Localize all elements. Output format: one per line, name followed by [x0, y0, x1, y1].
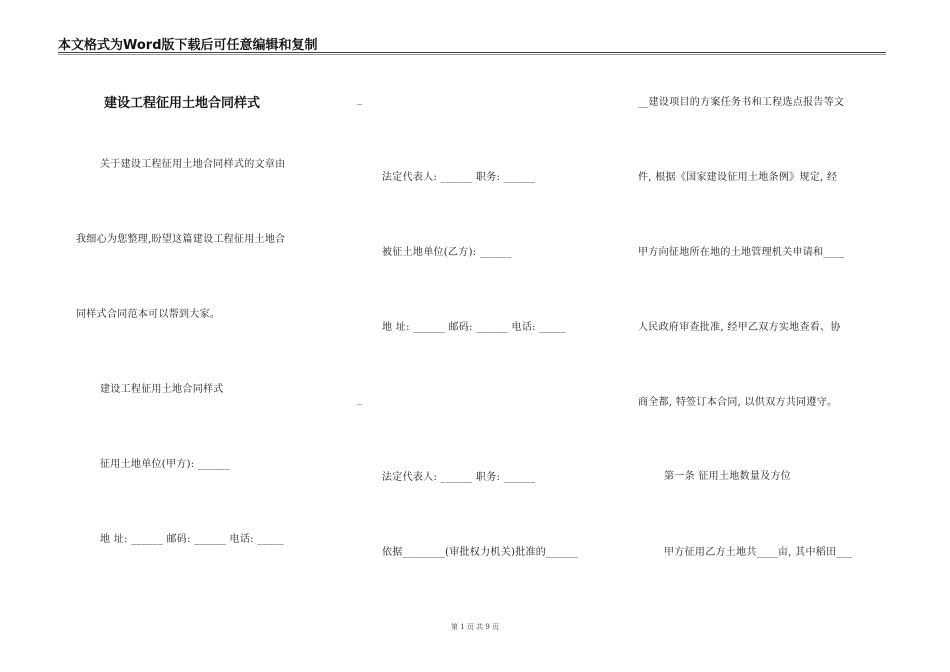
header-rule-secondary: [58, 54, 886, 55]
paragraph-line: 关于建设工程征用土地合同样式的文章由: [100, 159, 286, 170]
paragraph-line: 我细心为您整理,盼望这篇建设工程征用土地合: [76, 234, 286, 245]
basis-line: 依据________(审批权力机关)批准的______: [382, 547, 578, 558]
paragraph-line: 同样式合同范本可以帮到大家。: [76, 309, 221, 320]
section-heading: 建设工程征用土地合同样式: [100, 384, 224, 395]
dash-mark: _: [357, 394, 362, 405]
party-a-line: 征用土地单位(甲方): ______: [100, 459, 230, 470]
paragraph-line: 件, 根据《国家建设征用土地条例》规定, 经: [638, 172, 838, 183]
paragraph-line: 甲方征用乙方土地共____亩, 其中稻田___: [664, 547, 853, 558]
header-rule: [58, 52, 886, 53]
address-line: 地 址: ______ 邮码: ______ 电话: _____: [382, 322, 566, 333]
paragraph-line: 商全都, 特签订本合同, 以供双方共同遵守。: [638, 397, 838, 408]
paragraph-line: __建设项目的方案任务书和工程选点报告等文: [638, 97, 845, 108]
paragraph-line: 甲方向征地所在地的土地管理机关申请和____: [638, 247, 845, 258]
page-indicator: 第 1 页 共 9 页: [450, 623, 500, 631]
paragraph-line: 人民政府审查批准, 经甲乙双方实地查看、协: [638, 322, 841, 333]
document-title: 建设工程征用土地合同样式: [104, 96, 261, 111]
representative-line: 法定代表人: ______ 职务: ______: [382, 172, 536, 183]
article-heading: 第一条 征用土地数量及方位: [664, 471, 792, 482]
document-header-title: 本文格式为Word版下载后可任意编辑和复制: [58, 38, 318, 53]
address-line: 地 址: ______ 邮码: ______ 电话: _____: [100, 534, 284, 545]
dash-mark: _: [357, 94, 362, 105]
party-b-line: 被征土地单位(乙方): ______: [382, 247, 512, 258]
representative-line: 法定代表人: ______ 职务: ______: [382, 472, 536, 483]
